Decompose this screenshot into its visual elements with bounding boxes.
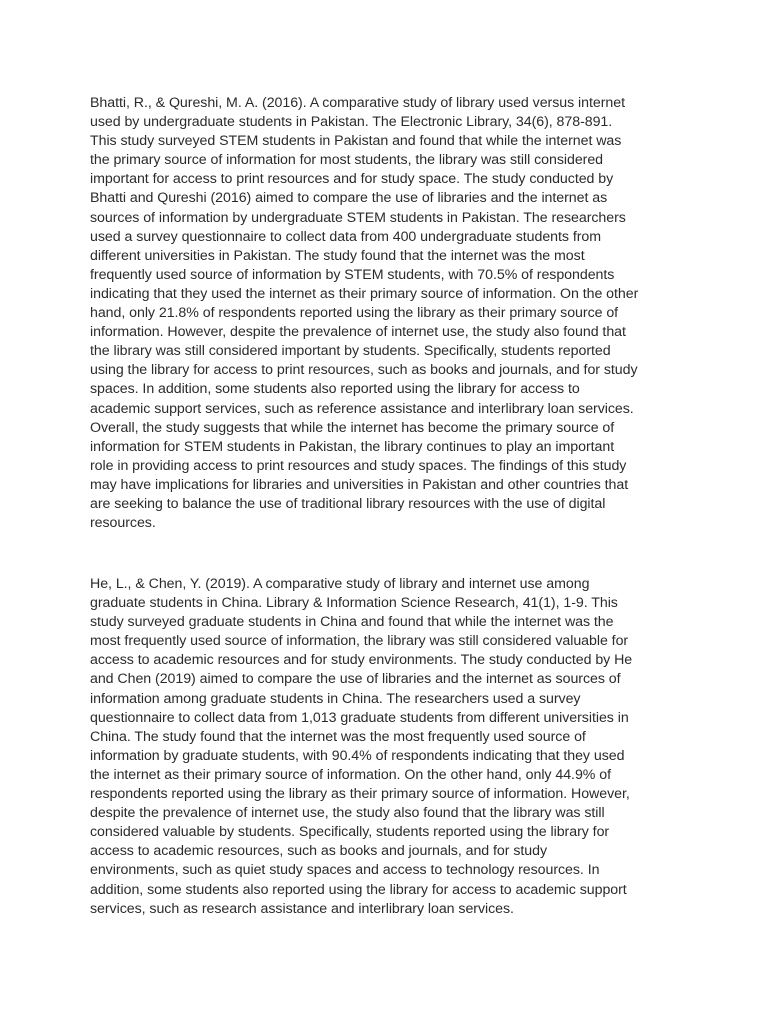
paragraph-he-chen-2019 <box>90 575 690 919</box>
text-line: may have implications for libraries and universities in Pakistan and other countries that <box>90 476 629 493</box>
text-line: addition, some students also reported using the library for access to academic support <box>90 881 627 898</box>
text-line: Bhatti, R., & Qureshi, M. A. (2016). A comparative study of library used versus internet <box>90 95 625 111</box>
text-line: information among graduate students in China. The researchers used a survey <box>90 690 581 707</box>
text-line: the primary source of information for most students, the library was still considered <box>90 152 604 169</box>
text-line: role in providing access to print resources and study spaces. The findings of this study <box>90 457 627 474</box>
text-line: This study surveyed STEM students in Pakistan and found that while the internet was <box>90 133 622 150</box>
text-line: China. The study found that the internet was the most frequently used source of <box>90 728 586 745</box>
text-line: and Chen (2019) aimed to compare the use of libraries and the internet as sources of <box>90 671 621 688</box>
text-line: are seeking to balance the use of traditional library resources with the use of digital <box>90 495 606 512</box>
text-line: Overall, the study suggests that while the internet has become the primary source of <box>90 419 615 436</box>
text-line: academic support services, such as reference assistance and interlibrary loan services. <box>90 400 634 417</box>
text-line: services, such as research assistance and interlibrary loan services. <box>90 900 514 917</box>
paragraph-bhatti-qureshi-2016 <box>90 94 690 533</box>
text-line: He, L., & Chen, Y. (2019). A comparative study of library and internet use among <box>90 576 590 592</box>
text-line: spaces. In addition, some students also reported using the library for access to <box>90 381 580 398</box>
text-line: used by undergraduate students in Pakistan. The Electronic Library, 34(6), 878-891. <box>90 114 613 131</box>
text-line: graduate students in China. Library & Information Science Research, 41(1), 1-9. This <box>90 595 618 612</box>
text-line: resources. <box>90 515 156 532</box>
text-line: information by graduate students, with 90.4% of respondents indicating that they used <box>90 747 625 764</box>
text-line: access to academic resources and for study environments. The study conducted by He <box>90 652 633 669</box>
text-line: access to academic resources, such as books and journals, and for study <box>90 843 547 860</box>
text-line: questionnaire to collect data from 1,013 graduate students from different universities in <box>90 709 629 726</box>
text-line: frequently used source of information by STEM students, with 70.5% of respondents <box>90 266 615 283</box>
text-line: indicating that they used the internet as their primary source of information. On the other <box>90 285 639 302</box>
text-line: environments, such as quiet study spaces and access to technology resources. In <box>90 862 600 879</box>
text-line: different universities in Pakistan. The study found that the internet was the most <box>90 247 585 264</box>
text-line: important for access to print resources and for study space. The study conducted by <box>90 171 614 188</box>
text-line: hand, only 21.8% of respondents reported using the library as their primary source of <box>90 305 619 322</box>
text-line: using the library for access to print resources, such as books and journals, and for study <box>90 362 638 379</box>
text-line: respondents reported using the library as their primary source of information. However, <box>90 786 630 803</box>
text-line: most frequently used source of information, the library was still considered valuable for <box>90 633 629 650</box>
text-line: information for STEM students in Pakistan, the library continues to play an important <box>90 438 615 455</box>
text-line: the library was still considered important by students. Specifically, students reported <box>90 343 611 360</box>
text-line: used a survey questionnaire to collect data from 400 undergraduate students from <box>90 228 601 245</box>
text-line: information. However, despite the prevalence of internet use, the study also found that <box>90 324 626 341</box>
text-line: the internet as their primary source of information. On the other hand, only 44.9% of <box>90 766 611 783</box>
text-line: sources of information by undergraduate STEM students in Pakistan. The researchers <box>90 209 626 226</box>
text-line: considered valuable by students. Specifically, students reported using the library for <box>90 824 610 841</box>
text-line: despite the prevalence of internet use, the study also found that the library was still <box>90 805 605 822</box>
text-line: Bhatti and Qureshi (2016) aimed to compare the use of libraries and the internet as <box>90 190 608 207</box>
text-line: study surveyed graduate students in China and found that while the internet was the <box>90 614 614 631</box>
